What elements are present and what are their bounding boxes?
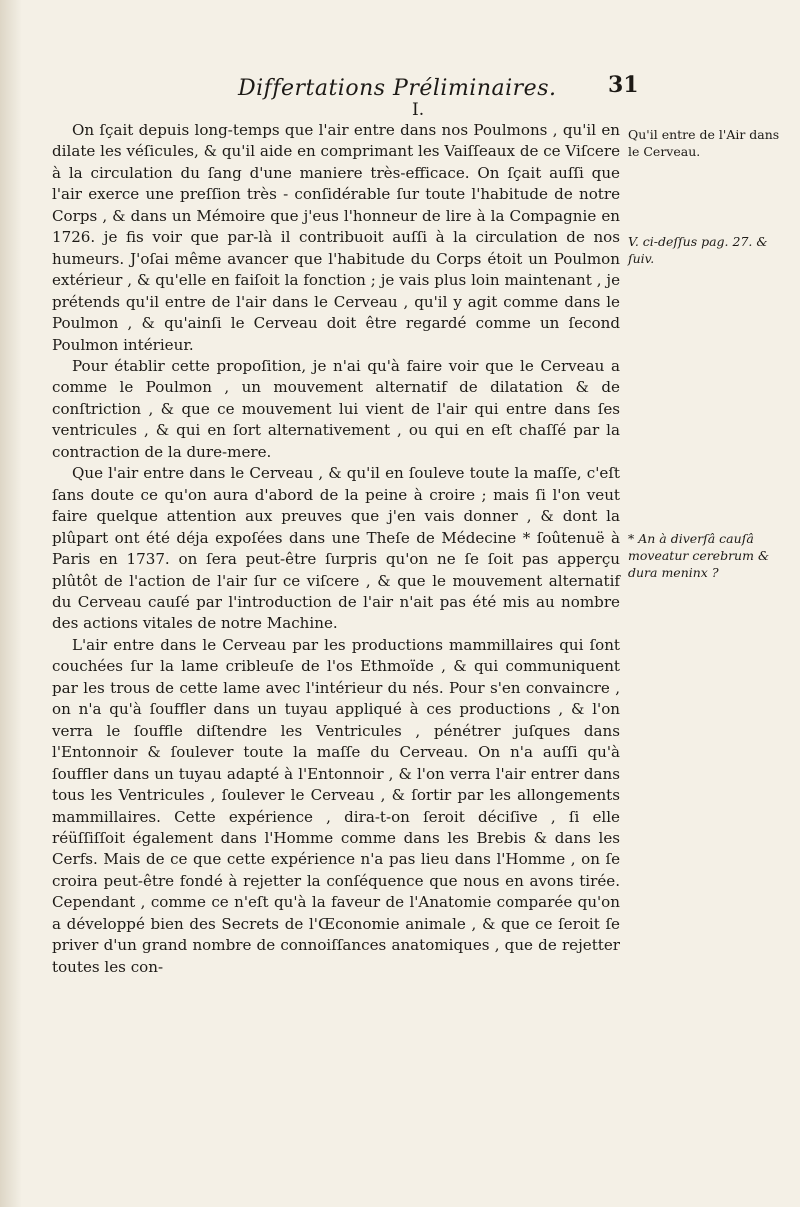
paragraph: Que l'air entre dans le Cerveau , & qu'il en ſouleve toute la maſſe, c'eſt ſans doute ce qu'on aura d'abord de la peine à croire ; mais ſi l'on veut faire quelque attention aux preuves que j'en vais donner , & dont la plûpart ont été déja expoſées dans une Theſe de Médecine * ſoûtenuë à Paris en 1737. on ſera peut-être ſurpris qu'on ne ſe ſoit pas apperçu plûtôt de l'action de l'air ſur ce viſcere , & que le mouvement alternatif du Cerveau cauſé par l'introduction de l'air n'ait pas été mis au nombre des actions vitales de notre Machine.: [52, 464, 620, 633]
page-gutter-shadow: [0, 0, 22, 1207]
running-header: Differtations Préliminaires.: [238, 76, 557, 101]
margin-note: Qu'il entre de l'Air dans le Cerveau.: [628, 127, 780, 159]
paragraph: L'air entre dans le Cerveau par les productions mammillaires qui ſont couchées ſur la lame cribleuſe de l'os Ethmoïde , & qui communiquent par les trous de cette lame avec l'intérieur du nés. Pour s'en convaincre , on n'a qu'à ſouffler dans un tuyau appliqué à ces productions , & l'on verra le ſouffle diſtendre les Ventricules , pénétrer juſques dans l'Entonnoir & ſoulever toute la maſſe du Cerveau. On n'a auſſi qu'à ſouffler dans un tuyau adapté à l'Entonnoir , & l'on verra l'air entrer dans tous les Ventricules , ſoulever le Cerveau , & ſortir par les allongements mammillaires. Cette expérience , dira-t-on ſeroit déciſive , ſi elle réüſſiſſoit également dans l'Homme comme dans les Brebis & dans les Cerfs. Mais de ce que cette expérience n'a pas lieu dans l'Homme , on ſe croira peut-être fondé à rejetter la conſéquence que nous en avons tirée. Cependant , comme ce n'eſt qu'à la faveur de l'Anatomie comparée qu'on a développé bien des Secrets de l'Œconomie animale , & que ce ſeroit ſe priver d'un grand nombre de connoiſſances anatomiques , que de rejetter toutes les con-: [52, 635, 620, 976]
paragraph: On ſçait depuis long-temps que l'air entre dans nos Poulmons , qu'il en dilate les véſicules, & qu'il aide en comprimant les Vaiſſeaux de ce Viſcere à la circulation du ſang d'une maniere très-efficace. On ſçait auſſi que l'air exerce une preſſion très - conſidérable ſur toute l'habitude de notre Corps , & dans un Mémoire que j'eus l'honneur de lire à la Compagnie en 1726. je fis voir que par-là il contribuoit auſſi à la circulation de nos humeurs. J'oſai même avancer que l'habitude du Corps étoit un Poulmon extérieur , & qu'elle en faiſoit la fonction ; je vais plus loin maintenant , je prétends qu'il entre de l'air dans le Cerveau , qu'il y agit comme dans le Poulmon , & qu'ainſi le Cerveau doit être regardé comme un ſecond Poulmon intérieur.: [52, 121, 620, 354]
body-text: [52, 120, 620, 978]
margin-note-reference: V. ci-deſſus pag. 27. & ſuiv.: [628, 234, 768, 266]
section-number: I.: [412, 100, 425, 120]
paragraph: Pour établir cette propoſition, je n'ai qu'à faire voir que le Cerveau a comme le Poulmon , un mouvement alternatif de dilatation & de conſtriction , & que ce mouvement lui vient de l'air qui entre dans ſes ventricules , & qui en ſort alternativement , ou qui en eſt chaſſé par la contraction de la dure-mere.: [52, 356, 620, 461]
margin-footnote: * An à diverſâ cauſâ moveatur cerebrum & dura meninx ?: [628, 531, 770, 580]
page-number: 31: [608, 72, 639, 98]
